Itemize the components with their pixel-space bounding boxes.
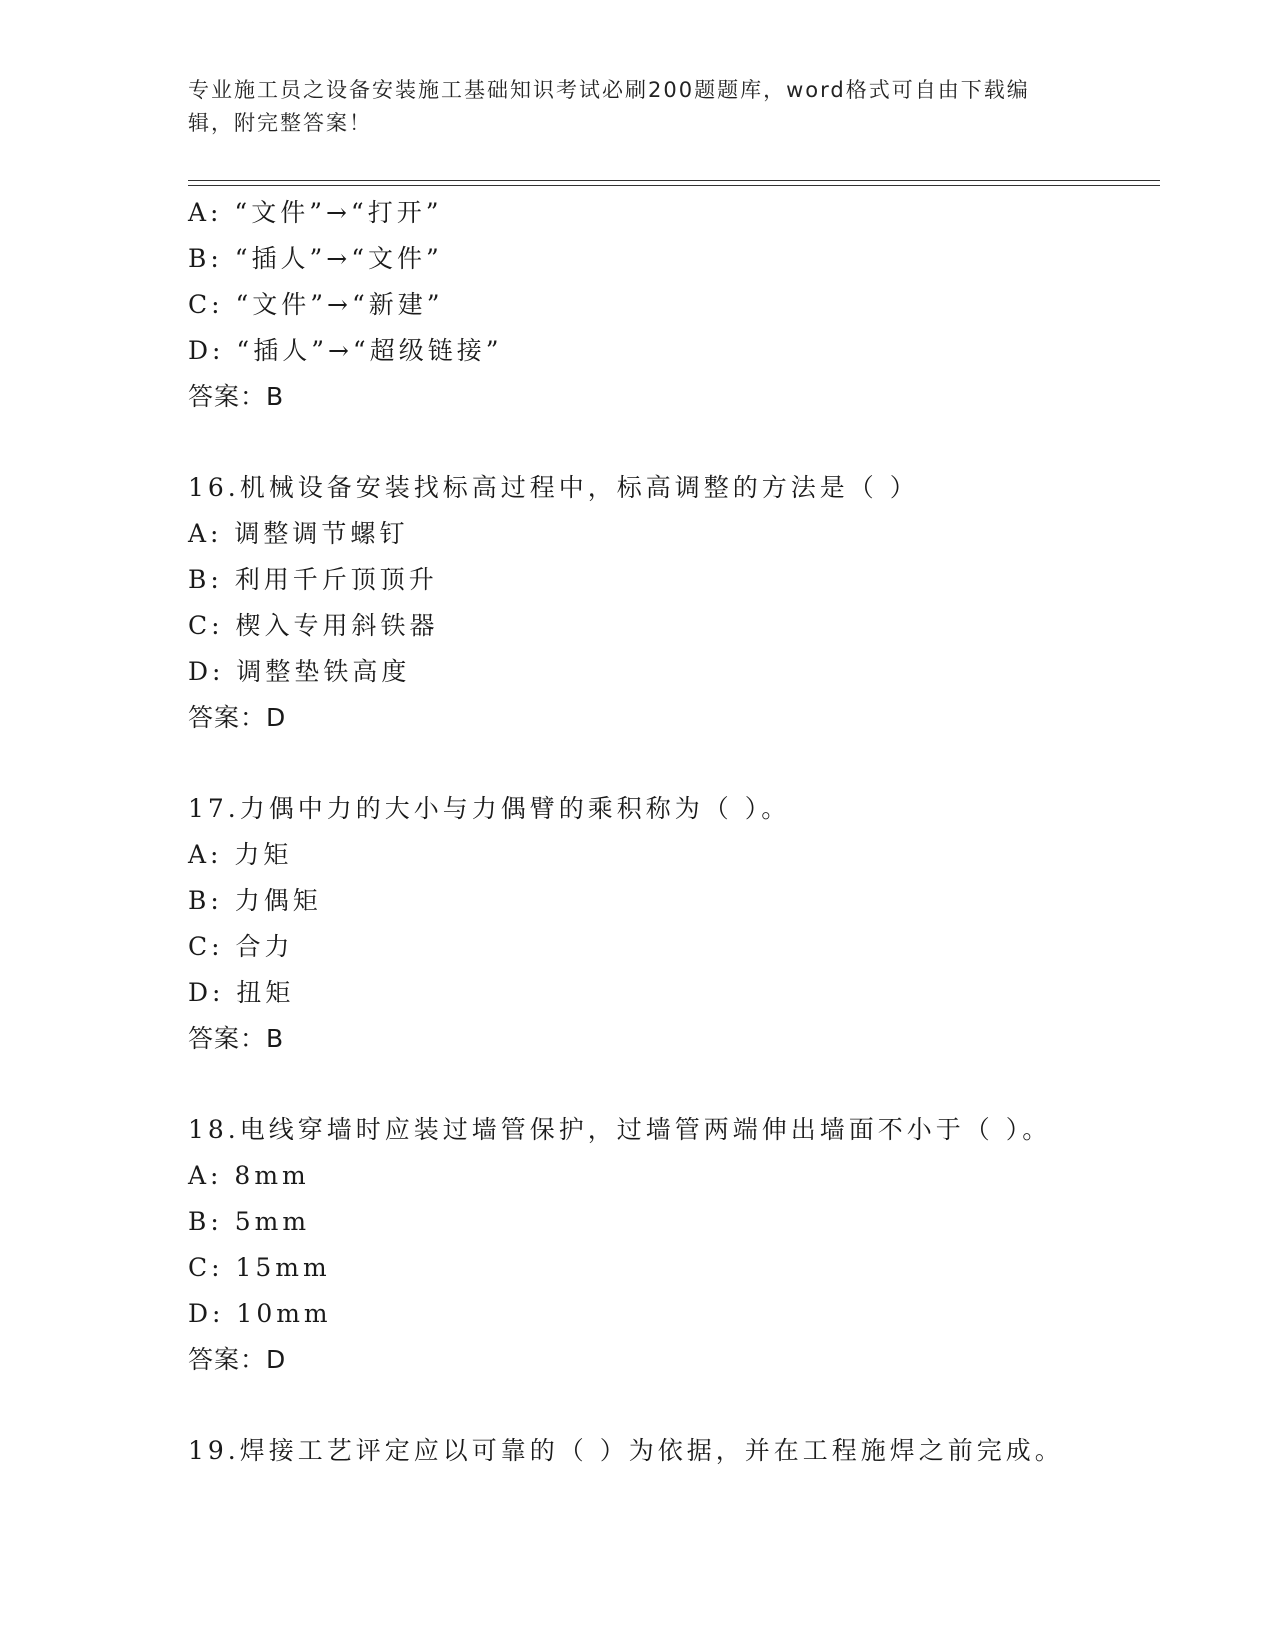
option-c: C: 合力 [188,932,294,961]
question-text: 17.力偶中力的大小与力偶臂的乘积称为（ ）。 [188,794,791,823]
option-d: D: 扭矩 [188,978,295,1007]
question-block [188,465,1168,741]
document-header: 专业施工员之设备安装施工基础知识考试必刷200题题库，word格式可自由下载编辑，附完整答案！ [188,78,1030,135]
option-c: C: 15mm [188,1253,331,1282]
question-block [188,1107,1168,1383]
option-a: A: 力矩 [188,840,293,869]
option-a: A: “文件”→“打开” [188,198,443,227]
question-list [188,190,1168,1474]
option-a: A: 8mm [188,1161,310,1190]
answer-line: 答案：B [188,382,285,411]
question-block [188,1428,1168,1474]
answer-line: 答案：B [188,1024,285,1053]
question-block [188,190,1168,420]
question-block [188,786,1168,1062]
question-text: 18.电线穿墙时应装过墙管保护，过墙管两端伸出墙面不小于（ ）。 [188,1115,1052,1144]
option-a: A: 调整调节螺钉 [188,519,409,548]
option-d: D: 调整垫铁高度 [188,657,411,686]
question-text: 19.焊接工艺评定应以可靠的（ ）为依据，并在工程施焊之前完成。 [188,1436,1064,1465]
option-d: D: 10mm [188,1299,332,1328]
question-text: 16.机械设备安装找标高过程中，标高调整的方法是（ ） [188,473,919,502]
option-c: C: 楔入专用斜铁器 [188,611,439,640]
answer-line: 答案：D [188,703,287,732]
option-b: B: 利用千斤顶顶升 [188,565,438,594]
option-c: C: “文件”→“新建” [188,290,444,319]
option-b: B: 力偶矩 [188,886,322,915]
option-d: D: “插人”→“超级链接” [188,336,503,365]
header-rule-bottom [188,185,1160,186]
answer-line: 答案：D [188,1345,287,1374]
header-rule-top [188,180,1160,181]
option-b: B: 5mm [188,1207,311,1236]
option-b: B: “插人”→“文件” [188,244,443,273]
